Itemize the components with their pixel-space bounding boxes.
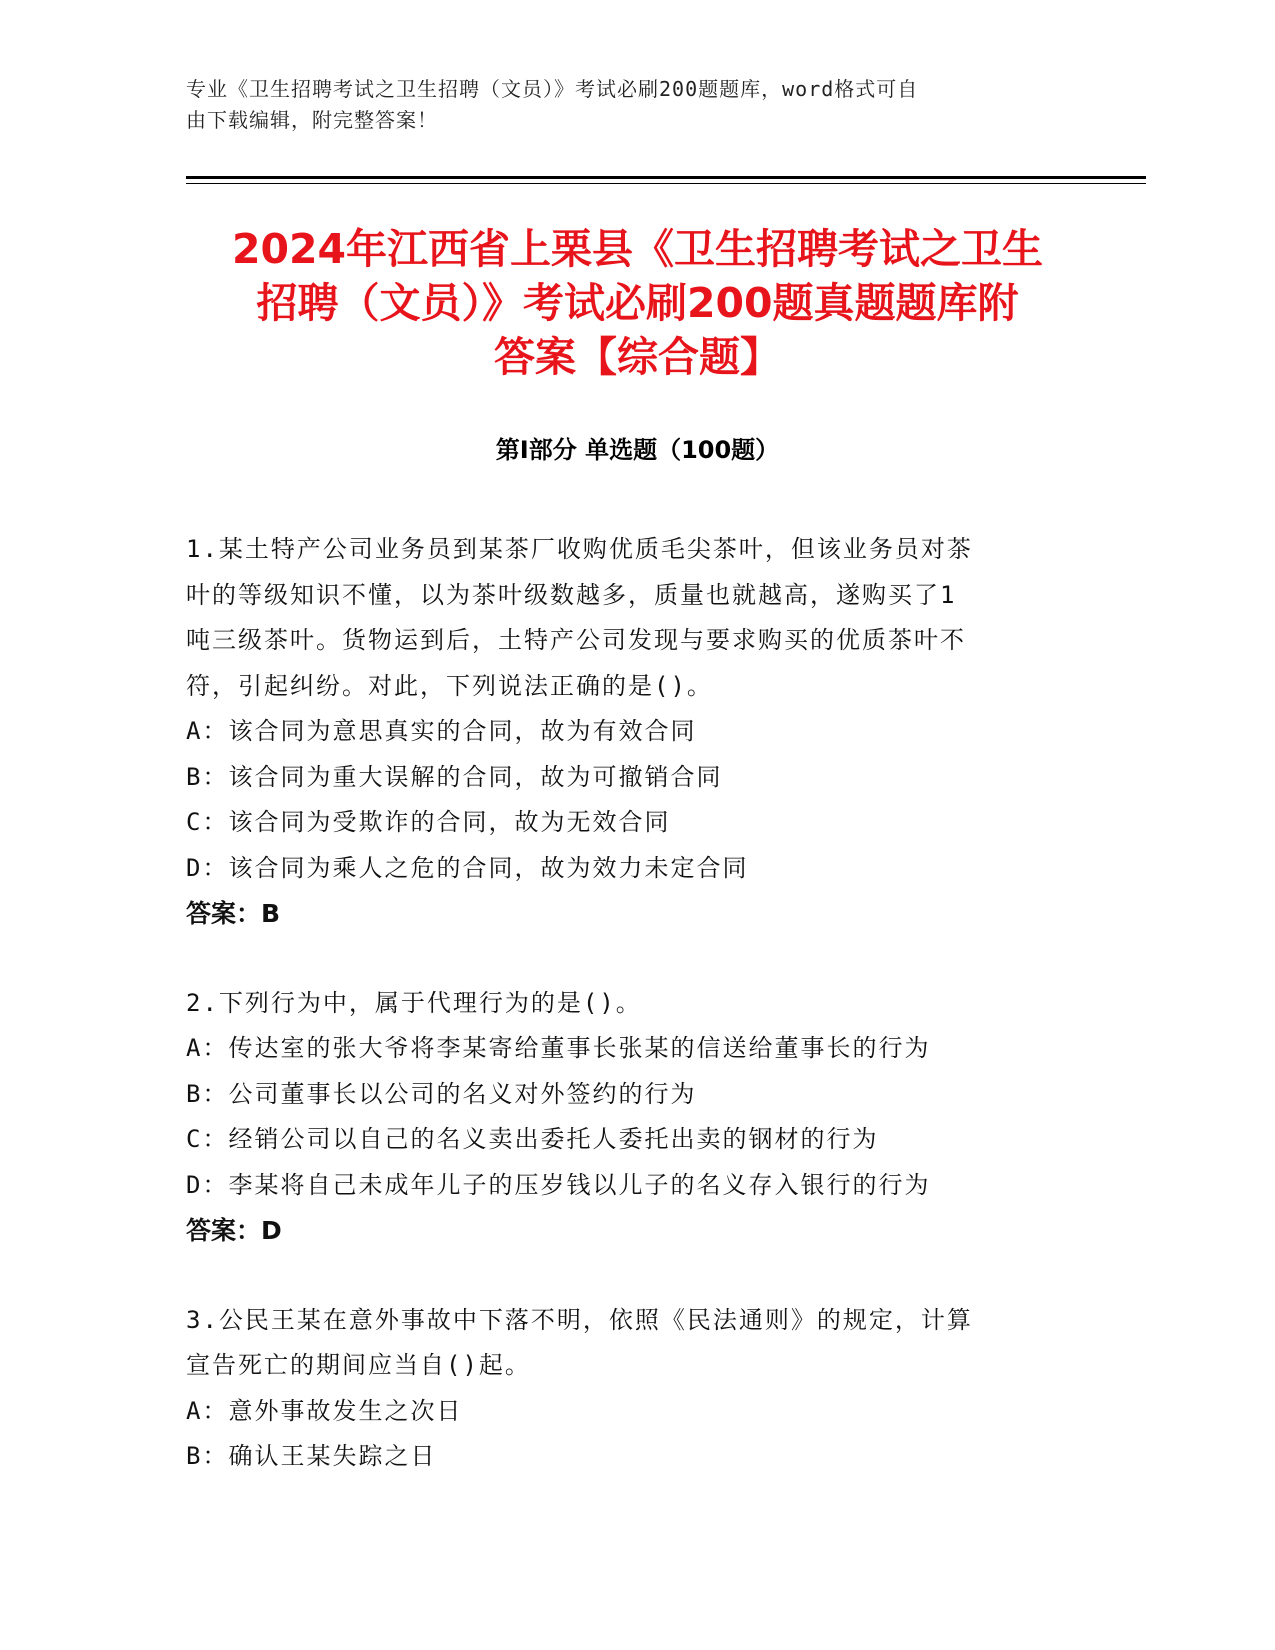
- question-stem-line: 吨三级茶叶。货物运到后，土特产公司发现与要求购买的优质茶叶不: [186, 626, 966, 654]
- answer-label: 答案：D: [186, 1216, 282, 1245]
- question-stem-line: 2.下列行为中，属于代理行为的是()。: [186, 988, 642, 1017]
- question-stem-line: 符，引起纠纷。对此，下列说法正确的是()。: [186, 671, 713, 700]
- document-title: [150, 222, 1125, 384]
- document-title-line: 答案【综合题】: [494, 333, 781, 381]
- option-b: B：确认王某失踪之日: [186, 1442, 437, 1470]
- option-a: A：该合同为意思真实的合同，故为有效合同: [186, 717, 697, 745]
- document-title-line: 招聘（文员）》考试必刷200题真题题库附: [256, 279, 1019, 327]
- question-stem-line: 叶的等级知识不懂，以为茶叶级数越多，质量也就越高，遂购买了1: [186, 580, 957, 609]
- header-divider-thick: [186, 176, 1146, 179]
- question-2: [186, 981, 1066, 1254]
- answer-label: 答案：B: [186, 899, 281, 928]
- question-stem-line: 宣告死亡的期间应当自()起。: [186, 1351, 531, 1379]
- option-d: D：李某将自己未成年儿子的压岁钱以儿子的名义存入银行的行为: [186, 1170, 931, 1199]
- header-note-line: 由下载编辑，附完整答案！: [186, 108, 438, 132]
- header-note-line: 专业《卫生招聘考试之卫生招聘（文员）》考试必刷200题题库，word格式可自: [186, 77, 919, 101]
- option-b: B：公司董事长以公司的名义对外签约的行为: [186, 1079, 697, 1108]
- option-a: A：意外事故发生之次日: [186, 1396, 463, 1425]
- document-title-line: 2024年江西省上栗县《卫生招聘考试之卫生: [231, 225, 1044, 273]
- question-list: [186, 527, 1066, 1524]
- question-3: [186, 1298, 1066, 1480]
- option-c: C：经销公司以自己的名义卖出委托人委托出卖的钢材的行为: [186, 1125, 879, 1153]
- option-d: D：该合同为乘人之危的合同，故为效力未定合同: [186, 853, 749, 882]
- question-stem-line: 3.公民王某在意外事故中下落不明，依照《民法通则》的规定，计算: [186, 1305, 973, 1334]
- option-c: C：该合同为受欺诈的合同，故为无效合同: [186, 808, 671, 836]
- option-b: B：该合同为重大误解的合同，故为可撤销合同: [186, 762, 723, 791]
- section-heading: 第Ⅰ部分 单选题（100题）: [495, 436, 780, 464]
- header-divider-thin: [186, 183, 1146, 184]
- option-a: A：传达室的张大爷将李某寄给董事长张某的信送给董事长的行为: [186, 1034, 931, 1062]
- question-1: [186, 527, 1066, 937]
- header-note: [186, 74, 1066, 136]
- question-stem-line: 1.某土特产公司业务员到某茶厂收购优质毛尖茶叶，但该业务员对茶: [186, 535, 973, 563]
